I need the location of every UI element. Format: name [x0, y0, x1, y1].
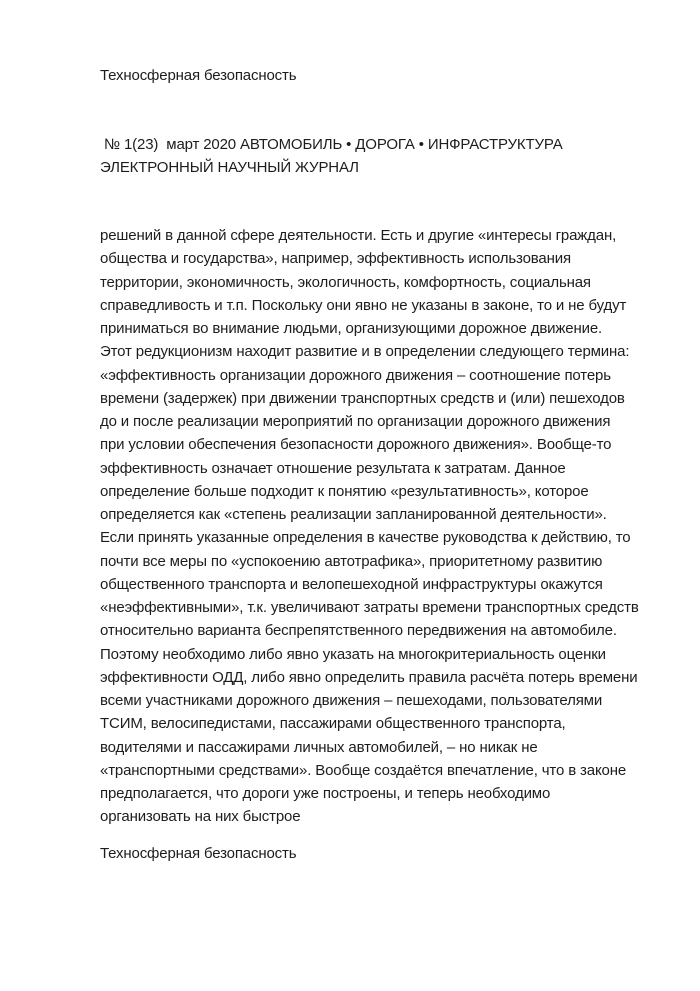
- body-line: почти все меры по «успокоению автотрафика», приоритетному развитию: [100, 552, 603, 570]
- body-line: общества и государства», например, эффективность использования: [100, 250, 571, 268]
- body-line: ТСИМ, велосипедистами, пассажирами общественного транспорта,: [100, 715, 566, 733]
- body-line: при условии обеспечения безопасности дорожного движения». Вообще-то: [100, 436, 612, 454]
- article-body: [100, 224, 639, 829]
- body-line: приниматься во внимание людьми, организующими дорожное движение.: [100, 320, 603, 337]
- journal-subtitle: ЭЛЕКТРОННЫЙ НАУЧНЫЙ ЖУРНАЛ: [100, 159, 359, 176]
- running-header-text: Техносферная безопасность: [100, 67, 297, 84]
- body-line: определение больше подходит к понятию «результативность», которое: [100, 482, 589, 500]
- body-line: «неэффективными», т.к. увеличивают затраты времени транспортных средств: [100, 599, 639, 616]
- body-line: водителями и пассажирами личных автомобилей, – но никак не: [100, 738, 538, 756]
- body-line: территории, экономичность, экологичность, комфортность, социальная: [100, 273, 591, 291]
- body-line: решений в данной сфере деятельности. Есть и другие «интересы граждан,: [100, 227, 617, 244]
- body-line: времени (задержек) при движении транспортных средств и (или) пешеходов: [100, 389, 625, 407]
- body-line: до и после реализации мероприятий по организации дорожного движения: [100, 413, 611, 430]
- body-line: Если принять указанные определения в качестве руководства к действию, то: [100, 529, 631, 547]
- body-line: предполагается, что дороги уже построены, и теперь необходимо: [100, 785, 551, 802]
- body-line: эффективности ОДД, либо явно определить правила расчёта потерь времени: [100, 668, 638, 686]
- body-line: определяется как «степень реализации запланированной деятельности».: [100, 506, 607, 523]
- body-line: организовать на них быстрое: [100, 808, 301, 826]
- running-footer-text: Техносферная безопасность: [100, 845, 297, 862]
- body-line: относительно варианта беспрепятственного передвижения на автомобиле.: [100, 622, 617, 640]
- body-line: Этот редукционизм находит развитие и в определении следующего термина:: [100, 343, 630, 361]
- body-line: справедливость и т.п. Поскольку они явно не указаны в законе, то и не будут: [100, 296, 627, 314]
- body-line: эффективность означает отношение результата к затратам. Данное: [100, 459, 566, 477]
- body-line: всеми участниками дорожного движения – пешеходами, пользователями: [100, 692, 603, 709]
- journal-title-block: [100, 133, 563, 179]
- body-line: «транспортными средствами». Вообще создаётся впечатление, что в законе: [100, 761, 627, 779]
- body-line: «эффективность организации дорожного движения – соотношение потерь: [100, 366, 611, 384]
- journal-issue-line: № 1(23) март 2020 АВТОМОБИЛЬ • ДОРОГА • ИНФРАСТРУКТУРА: [100, 136, 563, 153]
- body-line: Поэтому необходимо либо явно указать на многокритериальность оценки: [100, 645, 606, 663]
- body-line: общественного транспорта и велопешеходной инфраструктуры окажутся: [100, 575, 603, 593]
